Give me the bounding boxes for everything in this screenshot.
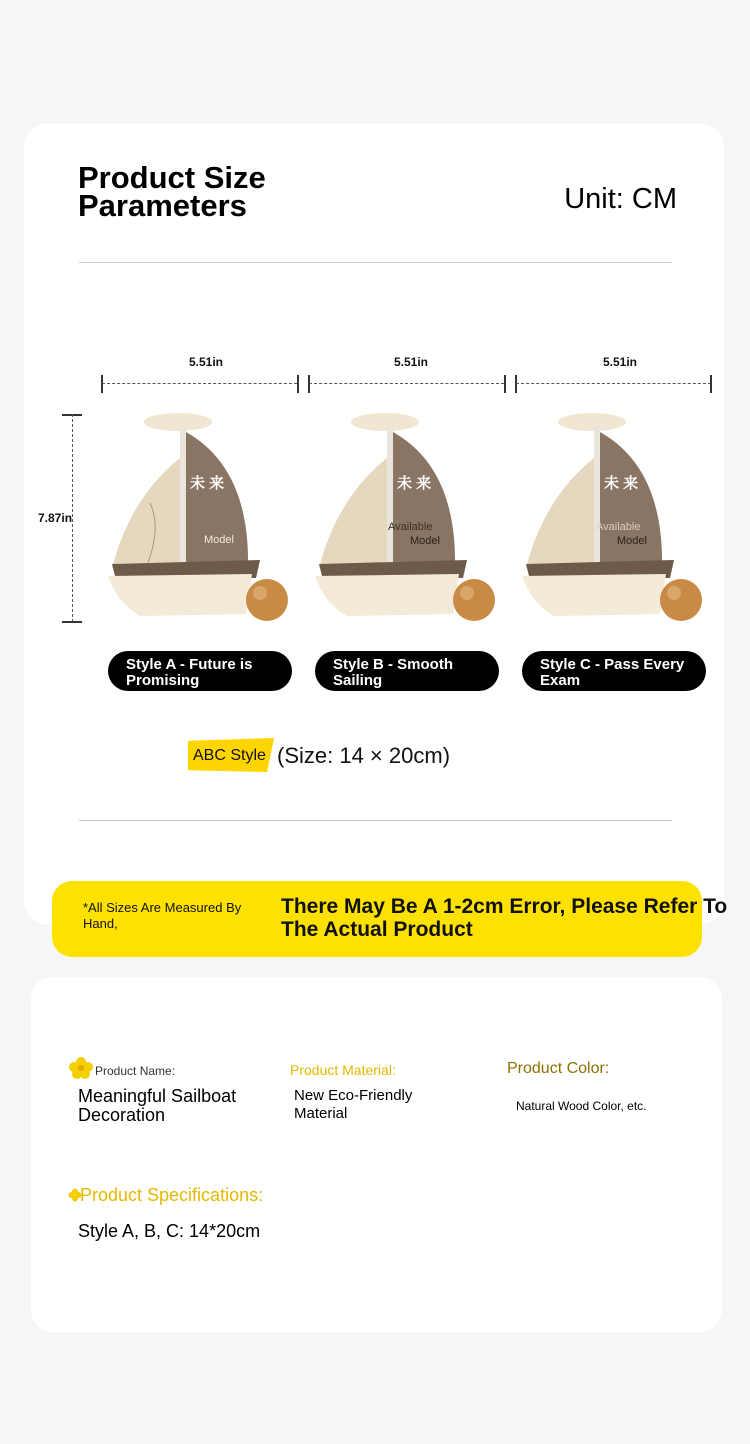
abc-style-label: ABC Style	[193, 747, 266, 764]
product-color-value: Natural Wood Color, etc.	[516, 1099, 647, 1113]
product-name-label: Product Name:	[95, 1064, 176, 1078]
dimension-tick	[62, 621, 82, 623]
product-material-label: Product Material:	[290, 1062, 396, 1078]
height-label: 7.87in	[38, 511, 73, 525]
product-spec-label: Product Specifications:	[80, 1185, 264, 1205]
width-line-b	[309, 383, 504, 384]
sail-available-text: Available	[388, 521, 433, 533]
style-a-pill[interactable]: Style A - Future is Promising	[108, 651, 292, 691]
sail-chars: 未 来	[190, 475, 225, 492]
style-b-pill[interactable]: Style B - Smooth Sailing	[315, 651, 499, 691]
sail-model-text: Model	[410, 535, 440, 547]
dimension-tick	[101, 375, 103, 393]
unit-label: Unit: CM	[564, 183, 677, 215]
banner-note-big	[281, 895, 750, 941]
dimension-tick	[504, 375, 506, 393]
product-info-card	[31, 977, 722, 1332]
product-name-value: Meaningful Sailboat Decoration	[78, 1086, 237, 1125]
sail-chars: 未 来	[397, 475, 432, 492]
flower-icon	[68, 1056, 94, 1080]
product-color-label: Product Color:	[507, 1060, 610, 1077]
dimension-tick	[308, 375, 310, 393]
style-c-pill[interactable]: Style C - Pass Every Exam	[522, 651, 706, 691]
dimension-tick	[710, 375, 712, 393]
sailboat-image-c	[514, 408, 714, 628]
width-label-a: 5.51in	[188, 355, 224, 369]
sail-chars: 未 来	[604, 475, 639, 492]
page-title: Product Size Parameters	[78, 160, 266, 223]
divider	[79, 820, 672, 821]
banner-note-small: *All Sizes Are Measured By Hand,	[83, 900, 242, 931]
height-line	[72, 414, 73, 622]
width-line-c	[516, 383, 711, 384]
banner-note-big-text: There May Be A 1-2cm Error, Please Refer To The Actual Product	[281, 895, 728, 941]
width-line-a	[102, 383, 297, 384]
sail-available-text: Available	[596, 521, 641, 533]
sailboat-image-b	[307, 408, 507, 628]
divider	[79, 262, 672, 263]
product-spec-value: Style A, B, C: 14*20cm	[78, 1221, 261, 1241]
product-material-value: New Eco-Friendly Material	[294, 1087, 413, 1122]
dimension-tick	[297, 375, 299, 393]
width-label-c: 5.51in	[602, 355, 638, 369]
sail-model-text: Model	[204, 534, 234, 546]
size-text: (Size: 14 × 20cm)	[277, 743, 451, 768]
sailboat-image-a	[100, 408, 300, 628]
width-label-b: 5.51in	[393, 355, 429, 369]
sail-model-text: Model	[617, 535, 647, 547]
dimension-tick	[515, 375, 517, 393]
